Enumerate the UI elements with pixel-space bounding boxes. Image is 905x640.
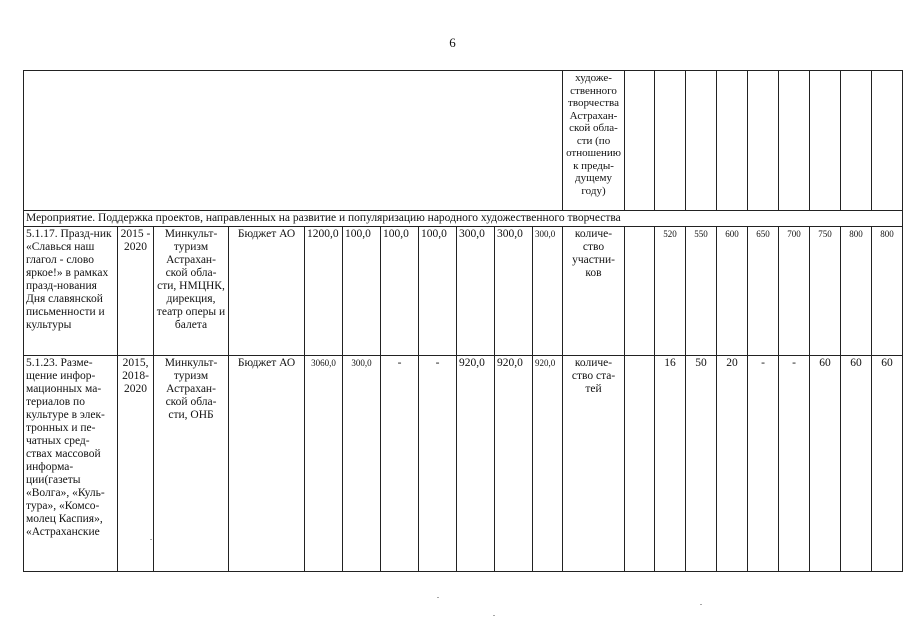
funding-year: 920,0	[495, 356, 533, 572]
scan-speck	[437, 597, 439, 598]
source-cell: Бюджет АО	[229, 356, 305, 572]
funding-year: 100,0	[343, 227, 381, 356]
funding-total: 1200,0	[305, 227, 343, 356]
period-cell: 2015, 2018-2020	[118, 356, 154, 572]
measure-name: 5.1.17. Празд-ник «Славься наш глагол - слово яркое!» в рамках празд-нования Дня славянской письменности и культуры	[24, 227, 118, 356]
indicator-value: 60	[872, 356, 903, 572]
base-value	[625, 356, 655, 572]
period-cell: 2015 - 2020	[118, 227, 154, 356]
section-row	[24, 211, 903, 227]
funding-year: 300,0	[343, 356, 381, 572]
indicator-header-cell: художе-ственного творчества Астрахан-ской обла-сти (по отношению к преды-дущему году)	[563, 71, 625, 211]
funding-year: -	[381, 356, 419, 572]
program-table	[23, 70, 903, 572]
funding-total: 3060,0	[305, 356, 343, 572]
empty-cell	[625, 71, 655, 211]
scan-speck	[493, 615, 495, 616]
indicator-value: 520	[655, 227, 686, 356]
indicator-value: -	[779, 356, 810, 572]
indicator-value: 60	[841, 356, 872, 572]
indicator-cell: количе-ство участни-ков	[563, 227, 625, 356]
funding-year: -	[419, 356, 457, 572]
funding-year: 300,0	[495, 227, 533, 356]
empty-cell	[686, 71, 717, 211]
indicator-value: 700	[779, 227, 810, 356]
funding-year: 920,0	[457, 356, 495, 572]
measure-name: 5.1.23. Разме-щение инфор-мационных ма-териалов по культуре в элек-тронных и пе-чатных сред-ствах массовой информа-ции(газеты «Волга», «Куль-тура», «Комсо-молец Каспия», «Астраханские	[24, 356, 118, 572]
executor-cell: Минкульт-туризм Астрахан-ской обла-сти, ОНБ	[154, 356, 229, 572]
indicator-value: -	[748, 356, 779, 572]
section-title: Мероприятие. Поддержка проектов, направленных на развитие и популяризацию народного художественного творчества	[24, 211, 903, 227]
empty-cell	[24, 71, 563, 211]
table-row	[24, 227, 903, 356]
continuation-row	[24, 71, 903, 211]
table-row	[24, 356, 903, 572]
indicator-value: 650	[748, 227, 779, 356]
empty-cell	[872, 71, 903, 211]
indicator-cell: количе-ство ста-тей	[563, 356, 625, 572]
indicator-value: 800	[841, 227, 872, 356]
executor-cell: Минкульт-туризм Астрахан-ской обла-сти, НМЦНК, дирекция, театр оперы и балета	[154, 227, 229, 356]
scan-speck	[150, 539, 152, 540]
indicator-value: 550	[686, 227, 717, 356]
scan-speck	[700, 604, 702, 605]
empty-cell	[717, 71, 748, 211]
indicator-value: 750	[810, 227, 841, 356]
page-number: 6	[449, 35, 456, 50]
empty-cell	[779, 71, 810, 211]
indicator-value: 60	[810, 356, 841, 572]
funding-year: 100,0	[419, 227, 457, 356]
funding-year: 920,0	[533, 356, 563, 572]
empty-cell	[655, 71, 686, 211]
indicator-value: 20	[717, 356, 748, 572]
empty-cell	[810, 71, 841, 211]
funding-year: 100,0	[381, 227, 419, 356]
funding-year: 300,0	[457, 227, 495, 356]
empty-cell	[748, 71, 779, 211]
funding-year: 300,0	[533, 227, 563, 356]
empty-cell	[841, 71, 872, 211]
source-cell: Бюджет АО	[229, 227, 305, 356]
indicator-value: 600	[717, 227, 748, 356]
indicator-value: 50	[686, 356, 717, 572]
indicator-value: 16	[655, 356, 686, 572]
indicator-value: 800	[872, 227, 903, 356]
base-value	[625, 227, 655, 356]
